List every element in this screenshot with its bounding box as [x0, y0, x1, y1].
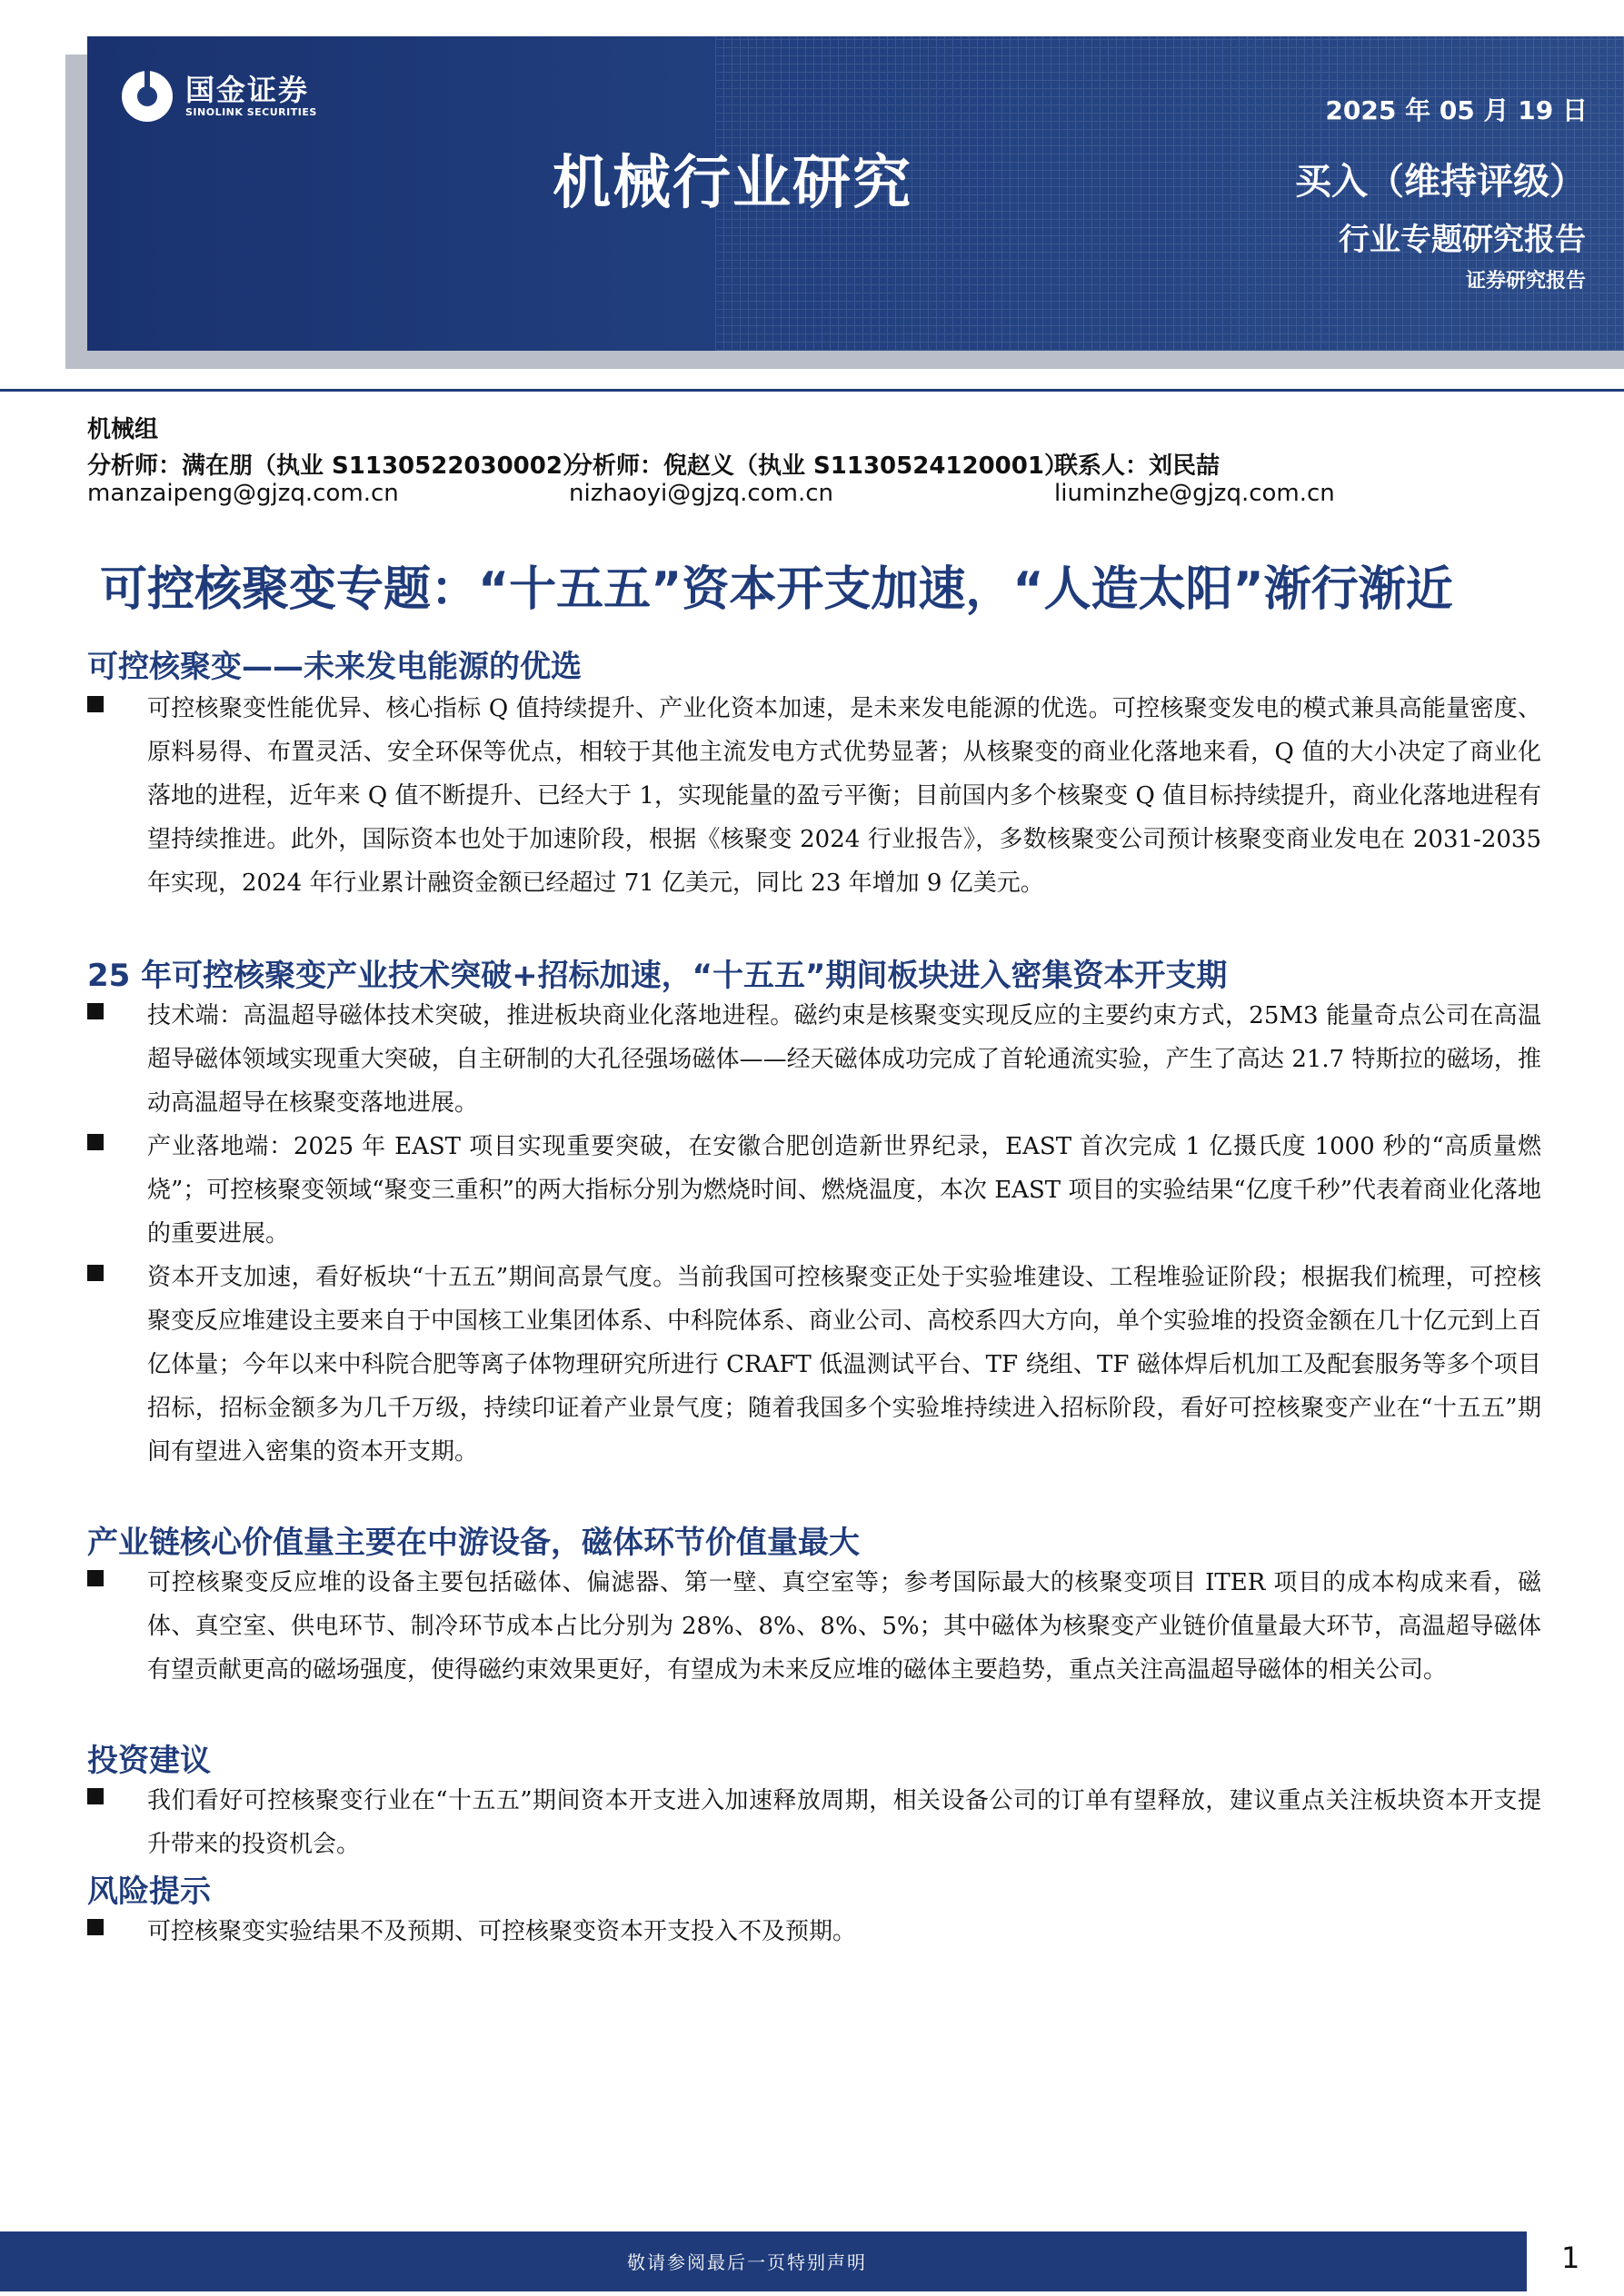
square-bullet-icon: [87, 696, 104, 712]
contact-email[interactable]: liuminzhe@gjzq.com.cn: [1054, 480, 1335, 507]
analyst-1-email[interactable]: manzaipeng@gjzq.com.cn: [87, 480, 399, 507]
disclaimer-note: 敬请参阅最后一页特别声明: [627, 2251, 867, 2273]
section-heading-4: 投资建议: [87, 1743, 211, 1779]
header-divider: [0, 389, 1624, 392]
bullet-text: 资本开支加速，看好板块“十五五”期间高景气度。当前我国可控核聚变正处于实验堆建设、工程堆验证阶段；根据我们梳理，可控核聚变反应堆建设主要来自于中国核工业集团体系、中科院体系、商业公司、高校系四大方向，单个实验堆的投资金额在几十亿元到上百亿体量；今年以来中科院合肥等离子体物理研究所进行 CRAFT 低温测试平台、TF 绕组、TF 磁体焊后机加工及配套服务等多个项目招标，招标金额多为几千万级，持续印证着产业景气度；随着我国多个实验堆持续进入招标阶段，看好可控核聚变产业在“十五五”期间有望进入密集的资本开支期。: [147, 1264, 1542, 1466]
bullet-item: [87, 687, 1541, 905]
contact-person: 联系人：刘民喆: [1054, 452, 1220, 480]
analyst-2: 分析师：倪赵义（执业 S1130524120001）: [569, 452, 1068, 480]
section-heading-2: 25 年可控核聚变产业技术突破+招标加速，“十五五”期间板块进入密集资本开支期: [87, 958, 1228, 994]
report-category: 证券研究报告: [1465, 270, 1586, 293]
logo-name-cn: 国金证券: [185, 73, 310, 107]
analyst-2-email[interactable]: nizhaoyi@gjzq.com.cn: [569, 480, 833, 507]
analyst-1: 分析师：满在朋（执业 S1130522030002）: [87, 452, 586, 480]
industry-title: 机械行业研究: [553, 150, 912, 217]
section-heading-3: 产业链核心价值量主要在中游设备，磁体环节价值量最大: [87, 1525, 860, 1561]
page-number: 1: [1561, 2241, 1580, 2275]
square-bullet-icon: [87, 1919, 104, 1935]
bullet-text: 可控核聚变实验结果不及预期、可控核聚变资本开支投入不及预期。: [147, 1918, 857, 1945]
report-date: 2025 年 05 月 19 日: [1325, 95, 1588, 125]
research-group: 机械组: [87, 416, 159, 443]
rating-label: 买入（维持评级）: [1295, 161, 1586, 203]
square-bullet-icon: [87, 1265, 104, 1281]
square-bullet-icon: [87, 1788, 104, 1804]
square-bullet-icon: [87, 1134, 104, 1150]
bullet-item: [87, 994, 1541, 1125]
bullet-item: [87, 1561, 1541, 1692]
square-bullet-icon: [87, 1570, 104, 1586]
section-heading-1: 可控核聚变——未来发电能源的优选: [87, 649, 582, 685]
report-type: 行业专题研究报告: [1339, 222, 1586, 258]
report-title: 可控核聚变专题：“十五五”资本开支加速，“人造太阳”渐行渐近: [100, 562, 1453, 617]
square-bullet-icon: [87, 1003, 104, 1019]
bullet-item: [87, 1779, 1541, 1866]
bullet-text: 产业落地端：2025 年 EAST 项目实现重要突破，在安徽合肥创造新世界纪录，EAST 首次完成 1 亿摄氏度 1000 秒的“高质量燃烧”；可控核聚变领域“聚变三重积”的两大指标分别为燃烧时间、燃烧温度，本次 EAST 项目的实验结果“亿度千秒”代表着商业化落地的重要进展。: [147, 1133, 1541, 1247]
bullet-text: 技术端：高温超导磁体技术突破，推进板块商业化落地进程。磁约束是核聚变实现反应的主要约束方式，25M3 能量奇点公司在高温超导磁体领域实现重大突破，自主研制的大孔径强场磁体——经天磁体成功完成了首轮通流实验，产生了高达 21.7 特斯拉的磁场，推动高温超导在核聚变落地进展。: [147, 1002, 1541, 1117]
section-heading-5: 风险提示: [87, 1874, 211, 1910]
bullet-item: [87, 1256, 1541, 1474]
bullet-text: 我们看好可控核聚变行业在“十五五”期间资本开支进入加速释放周期，相关设备公司的订单有望释放，建议重点关注板块资本开支提升带来的投资机会。: [147, 1787, 1541, 1858]
company-logo: [122, 71, 317, 122]
bullet-item: [87, 1125, 1541, 1256]
logo-icon: [122, 71, 173, 122]
bullet-item: [87, 1910, 1541, 1953]
bullet-text: 可控核聚变性能优异、核心指标 Q 值持续提升、产业化资本加速，是未来发电能源的优选。可控核聚变发电的模式兼具高能量密度、原料易得、布置灵活、安全环保等优点，相较于其他主流发电方式优势显著；从核聚变的商业化落地来看，Q 值的大小决定了商业化落地的进程，近年来 Q 值不断提升、已经大于 1，实现能量的盈亏平衡；目前国内多个核聚变 Q 值目标持续提升，商业化落地进程有望持续推进。此外，国际资本也处于加速阶段，根据《核聚变 2024 行业报告》，多数核聚变公司预计核聚变商业发电在 2031-2035 年实现，2024 年行业累计融资金额已经超过 71 亿美元，同比 23 年增加 9 亿美元。: [147, 695, 1541, 897]
bullet-text: 可控核聚变反应堆的设备主要包括磁体、偏滤器、第一壁、真空室等；参考国际最大的核聚变项目 ITER 项目的成本构成来看，磁体、真空室、供电环节、制冷环节成本占比分别为 28%、8%、8%、5%；其中磁体为核聚变产业链价值量最大环节，高温超导磁体有望贡献更高的磁场强度，使得磁约束效果更好，有望成为未来反应堆的磁体主要趋势，重点关注高温超导磁体的相关公司。: [147, 1569, 1541, 1684]
logo-name-en: SINOLINK SECURITIES: [185, 106, 317, 118]
